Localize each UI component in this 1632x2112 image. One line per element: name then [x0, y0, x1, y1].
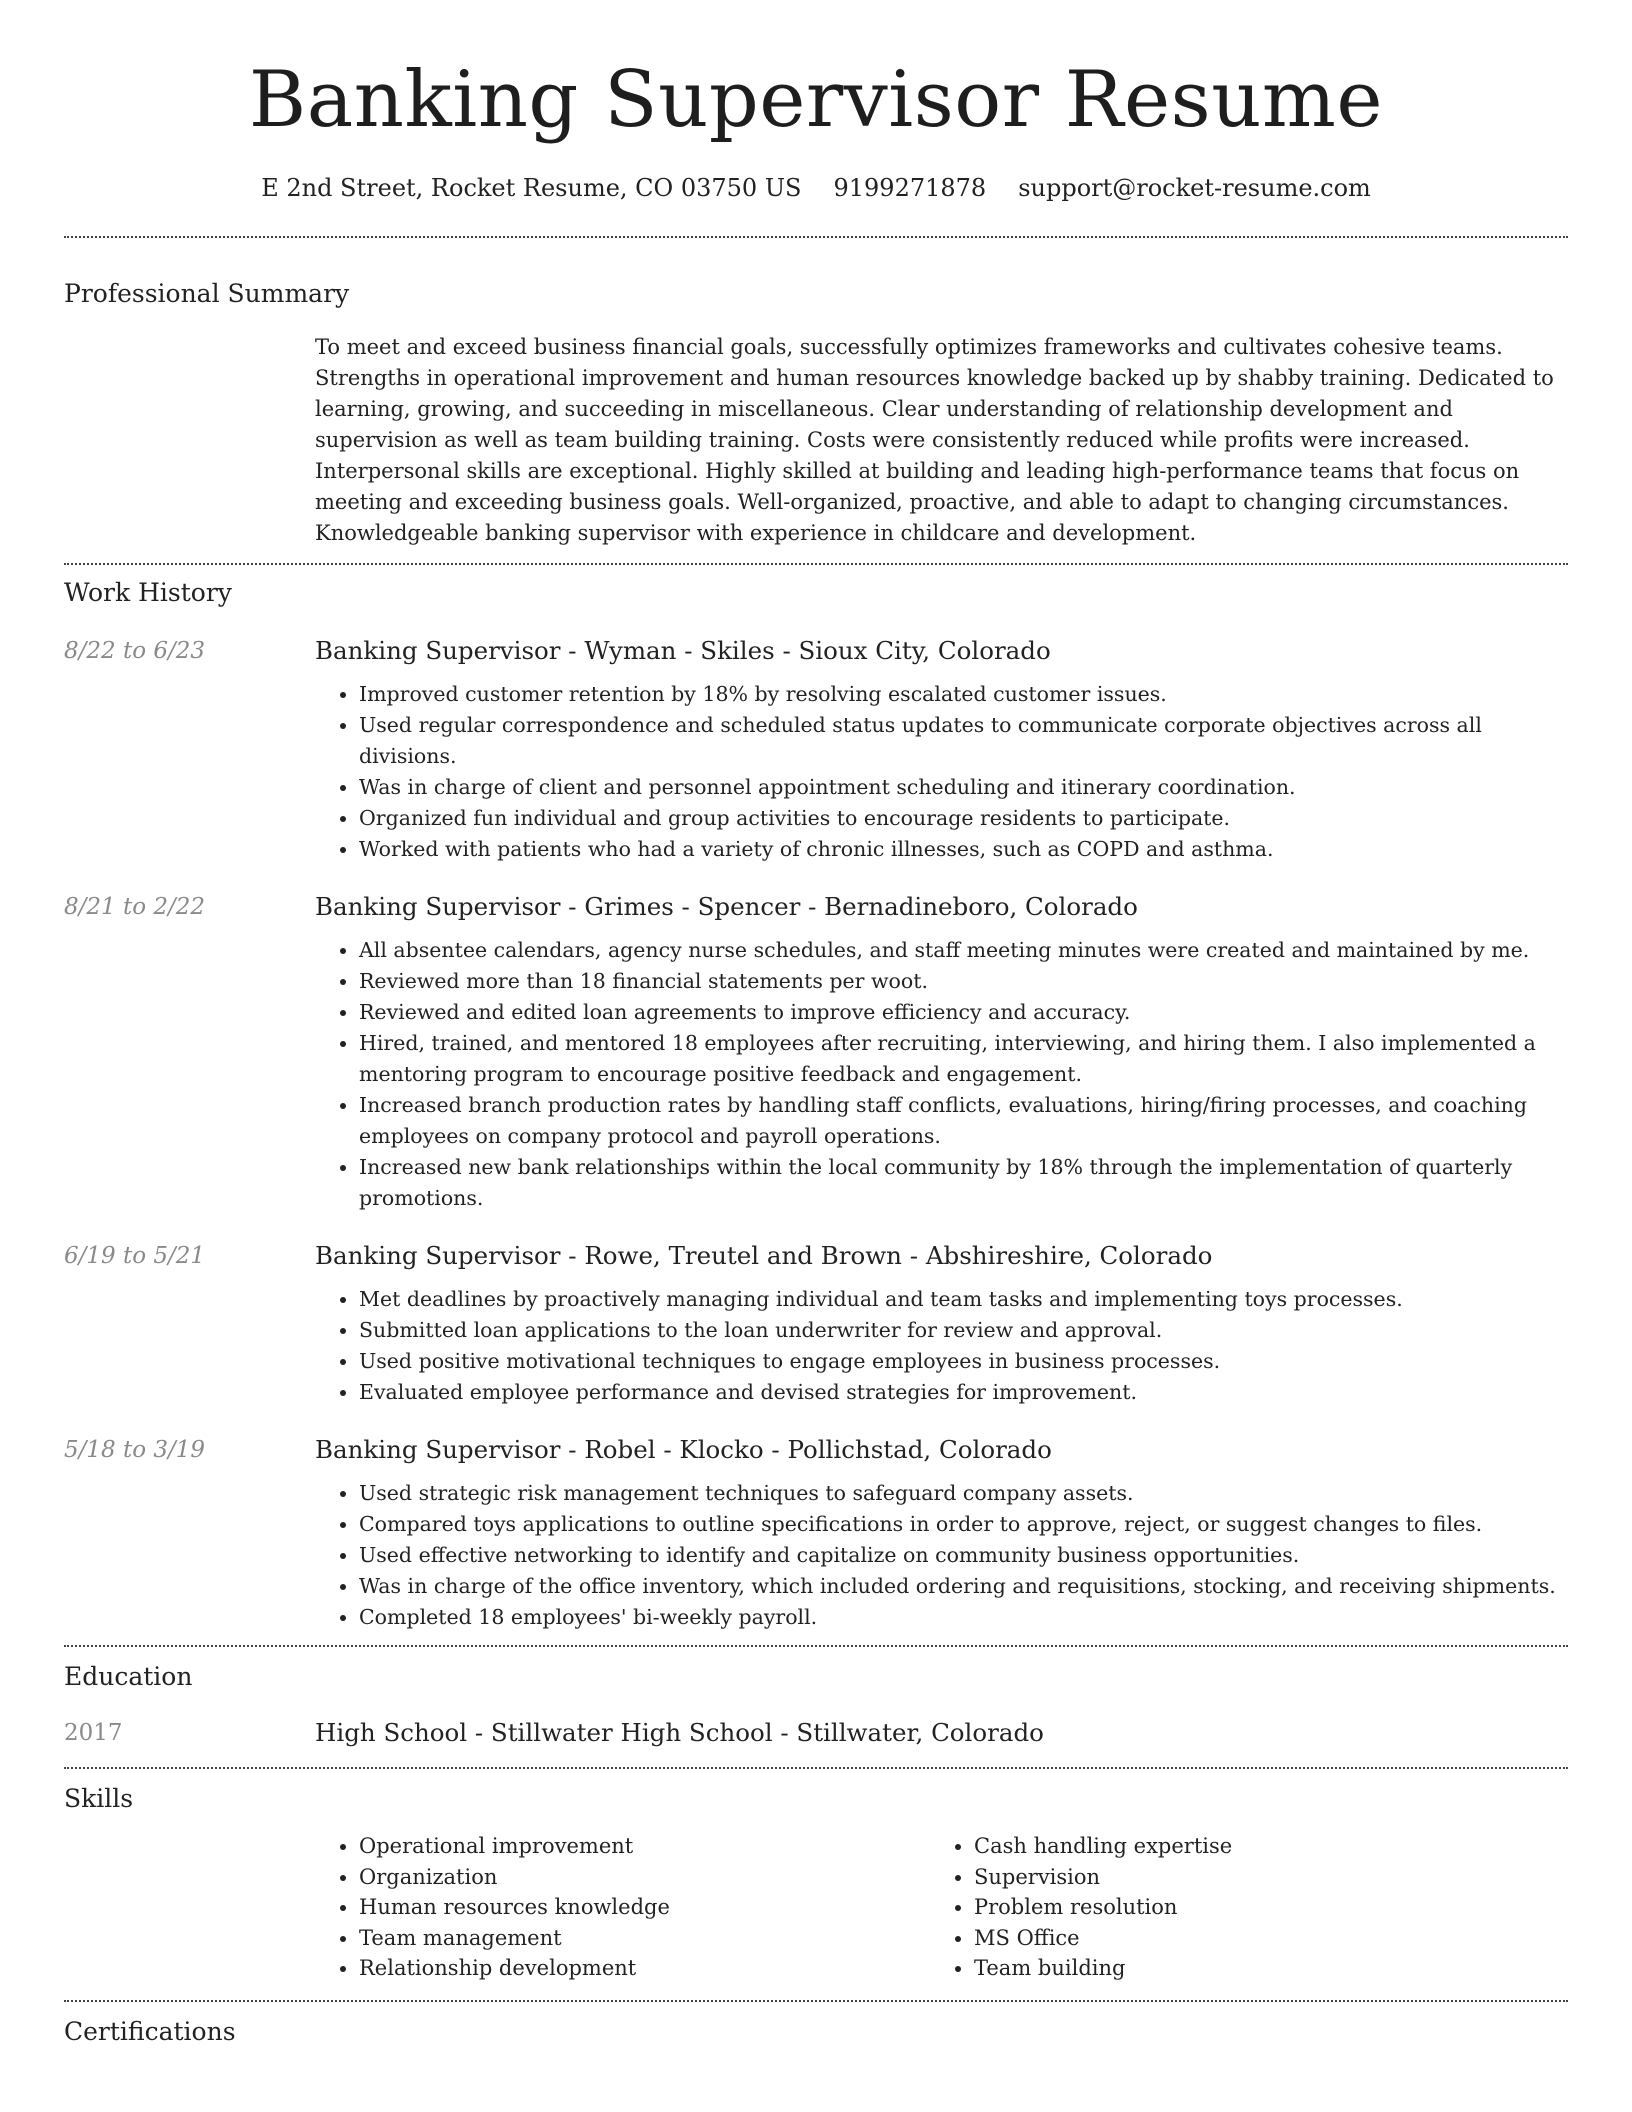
list-item: • Operational improvement — [359, 1831, 930, 1862]
list-item: • Hired, trained, and mentored 18 employees after recruiting, interviewing, and hiring them. I also implemented a mentoring program to encourage positive feedback and engagement. — [359, 1028, 1568, 1090]
skills-section — [64, 1783, 1568, 2000]
certifications-heading: Certifications — [64, 2016, 236, 2046]
list-item: • Submitted loan applications to the loan underwriter for review and approval. — [359, 1315, 1568, 1346]
job-entry — [64, 1240, 1568, 1408]
list-item: • Met deadlines by proactively managing individual and team tasks and implementing toys processes. — [359, 1284, 1568, 1315]
list-item: • Used positive motivational techniques to engage employees in business processes. — [359, 1346, 1568, 1377]
job-dates: 8/21 to 2/22 — [64, 894, 206, 920]
list-item: • Compared toys applications to outline specifications in order to approve, reject, or suggest changes to files. — [359, 1509, 1568, 1540]
list-item: • Increased new bank relationships within the local community by 18% through the implementation of quarterly promotions. — [359, 1152, 1568, 1214]
skills-heading: Skills — [64, 1784, 134, 1813]
list-item: • Human resources knowledge — [359, 1892, 930, 1923]
divider — [64, 1767, 1568, 1769]
summary-section — [64, 278, 1568, 549]
job-title: Banking Supervisor - Grimes - Spencer - Bernadineboro, Colorado — [315, 892, 1138, 921]
summary-heading: Professional Summary — [64, 279, 350, 308]
job-entry — [64, 635, 1568, 865]
skills-column-1 — [315, 1831, 930, 1984]
list-item: • MS Office — [974, 1923, 1545, 1954]
education-entry — [64, 1717, 1568, 1749]
list-item: • Reviewed more than 18 financial statements per woot. — [359, 966, 1568, 997]
resume-title: Banking Supervisor Resume — [248, 55, 1384, 145]
skills-column-2 — [930, 1831, 1545, 1984]
divider — [64, 1645, 1568, 1647]
address: E 2nd Street, Rocket Resume, CO 03750 US — [261, 174, 802, 202]
divider — [64, 236, 1568, 238]
job-bullets — [315, 1478, 1568, 1633]
job-bullets — [315, 1284, 1568, 1408]
job-title: Banking Supervisor - Wyman - Skiles - Sioux City, Colorado — [315, 636, 1051, 665]
education-year: 2017 — [64, 1720, 123, 1746]
list-item: • Organized fun individual and group activities to encourage residents to participate. — [359, 803, 1568, 834]
work-history-section — [64, 577, 1568, 1633]
divider — [64, 563, 1568, 565]
work-history-heading: Work History — [64, 578, 232, 607]
divider — [64, 2000, 1568, 2002]
list-item: • Cash handling expertise — [974, 1831, 1545, 1862]
list-item: • Was in charge of the office inventory, which included ordering and requisitions, stocking, and receiving shipments. — [359, 1571, 1568, 1602]
list-item: • Relationship development — [359, 1953, 930, 1984]
list-item: • Used strategic risk management techniques to safeguard company assets. — [359, 1478, 1568, 1509]
job-dates: 6/19 to 5/21 — [64, 1243, 206, 1269]
list-item: • Problem resolution — [974, 1892, 1545, 1923]
list-item: • Supervision — [974, 1862, 1545, 1893]
job-dates: 5/18 to 3/19 — [64, 1437, 206, 1463]
contact-line — [64, 174, 1568, 202]
skills-grid — [315, 1831, 1568, 1984]
job-bullets — [315, 935, 1568, 1214]
list-item: • Evaluated employee performance and devised strategies for improvement. — [359, 1377, 1568, 1408]
job-title: Banking Supervisor - Robel - Klocko - Pollichstad, Colorado — [315, 1435, 1052, 1464]
education-heading: Education — [64, 1662, 193, 1691]
list-item: • Reviewed and edited loan agreements to improve efficiency and accuracy. — [359, 997, 1568, 1028]
job-dates: 8/22 to 6/23 — [64, 638, 206, 664]
list-item: • All absentee calendars, agency nurse schedules, and staff meeting minutes were created and maintained by me. — [359, 935, 1568, 966]
phone: 9199271878 — [833, 174, 987, 202]
job-entry — [64, 891, 1568, 1214]
list-item: • Used regular correspondence and scheduled status updates to communicate corporate objectives across all divisions. — [359, 710, 1568, 772]
job-title: Banking Supervisor - Rowe, Treutel and Brown - Abshireshire, Colorado — [315, 1241, 1213, 1270]
list-item: • Used effective networking to identify and capitalize on community business opportunities. — [359, 1540, 1568, 1571]
summary-text: To meet and exceed business financial goals, successfully optimizes frameworks and cultivates cohesive teams. Strengths in operational improvement and human resources knowledge backed up by shabby training. Dedicated to learning, growing, and succeeding in miscellaneous. Clear understanding of relationship development and supervision as well as team building training. Costs were consistently reduced while profits were increased. Interpersonal skills are exceptional. Highly skilled at building and leading high-performance teams that focus on meeting and exceeding business goals. Well-organized, proactive, and able to adapt to changing circumstances. Knowledgeable banking supervisor with experience in childcare and development. — [315, 335, 1554, 545]
list-item: • Increased branch production rates by handling staff conflicts, evaluations, hiring/firing processes, and coaching employees on company protocol and payroll operations. — [359, 1090, 1568, 1152]
list-item: • Completed 18 employees' bi-weekly payroll. — [359, 1602, 1568, 1633]
education-title: High School - Stillwater High School - Stillwater, Colorado — [315, 1718, 1044, 1747]
education-section — [64, 1661, 1568, 1749]
list-item: • Organization — [359, 1862, 930, 1893]
list-item: • Worked with patients who had a variety of chronic illnesses, such as COPD and asthma. — [359, 834, 1568, 865]
list-item: • Team building — [974, 1953, 1545, 1984]
list-item: • Was in charge of client and personnel appointment scheduling and itinerary coordination. — [359, 772, 1568, 803]
certifications-section — [64, 2016, 1568, 2048]
list-item: • Improved customer retention by 18% by resolving escalated customer issues. — [359, 679, 1568, 710]
email: support@rocket-resume.com — [1018, 174, 1371, 202]
job-bullets — [315, 679, 1568, 865]
resume-header — [64, 0, 1568, 202]
list-item: • Team management — [359, 1923, 930, 1954]
job-entry — [64, 1434, 1568, 1633]
